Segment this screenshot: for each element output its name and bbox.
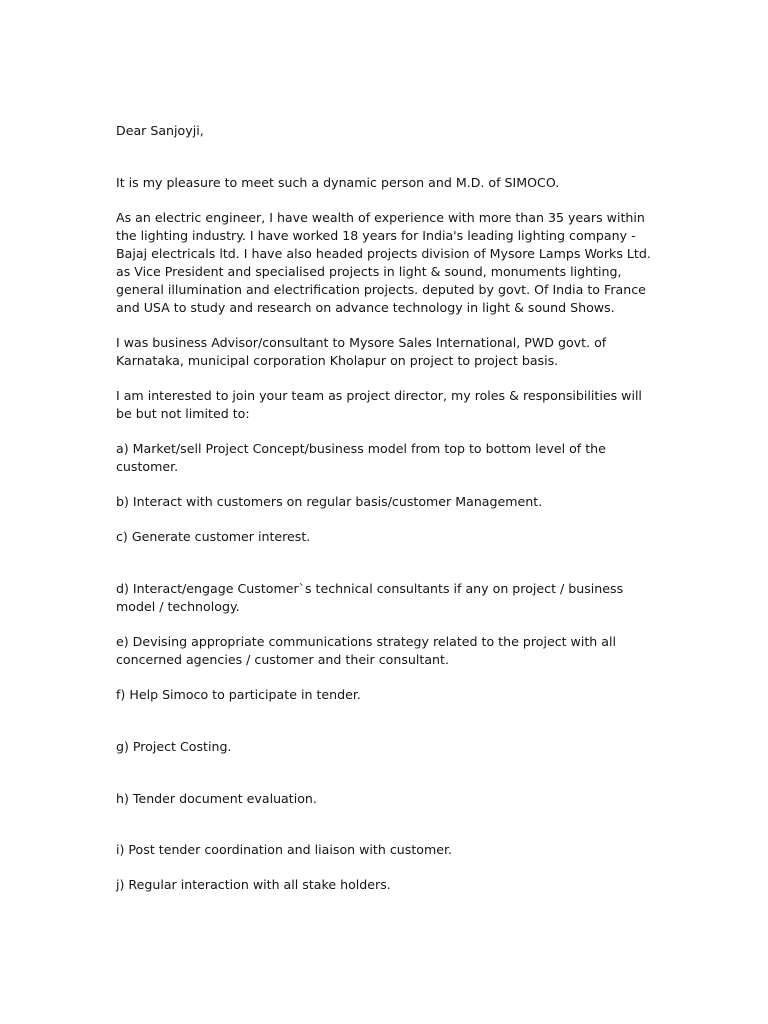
experience-line: as Vice President and specialised projects in light & sound, monuments lighting, [116, 264, 622, 279]
responsibility-item-a [116, 440, 656, 476]
experience-line: Bajaj electricals ltd. I have also headed projects division of Mysore Lamps Works Ltd. [116, 246, 651, 261]
item-d-line: model / technology. [116, 599, 240, 614]
advisor-line: I was business Advisor/consultant to Mysore Sales International, PWD govt. of [116, 335, 607, 350]
responsibility-item-b: b) Interact with customers on regular basis/customer Management. [116, 494, 543, 509]
responsibility-item-h: h) Tender document evaluation. [116, 791, 317, 806]
item-d-line: d) Interact/engage Customer`s technical consultants if any on project / business [116, 581, 624, 596]
responsibility-item-c: c) Generate customer interest. [116, 529, 311, 544]
item-e-line: e) Devising appropriate communications strategy related to the project with all [116, 634, 616, 649]
interest-line: be but not limited to: [116, 406, 250, 421]
responsibility-item-g: g) Project Costing. [116, 739, 232, 754]
interest-paragraph [116, 387, 656, 423]
item-e-line: concerned agencies / customer and their consultant. [116, 652, 449, 667]
responsibility-item-e [116, 633, 656, 669]
responsibility-item-d [116, 580, 656, 616]
responsibility-item-i: i) Post tender coordination and liaison with customer. [116, 842, 453, 857]
experience-line: general illumination and electrification projects. deputed by govt. Of India to France [116, 282, 646, 297]
letter-body [116, 122, 656, 894]
responsibility-item-f: f) Help Simoco to participate in tender. [116, 687, 361, 702]
salutation: Dear Sanjoyji, [116, 123, 204, 138]
intro-paragraph: It is my pleasure to meet such a dynamic person and M.D. of SIMOCO. [116, 175, 560, 190]
interest-line: I am interested to join your team as project director, my roles & responsibilities will [116, 388, 642, 403]
responsibility-item-j: j) Regular interaction with all stake holders. [116, 877, 391, 892]
item-a-line: a) Market/sell Project Concept/business model from top to bottom level of the [116, 441, 606, 456]
experience-line: and USA to study and research on advance technology in light & sound Shows. [116, 300, 615, 315]
advisor-line: Karnataka, municipal corporation Kholapur on project to project basis. [116, 353, 559, 368]
experience-paragraph [116, 209, 656, 317]
experience-line: the lighting industry. I have worked 18 years for India's leading lighting company - [116, 228, 636, 243]
experience-line: As an electric engineer, I have wealth of experience with more than 35 years within [116, 210, 645, 225]
item-a-line: customer. [116, 459, 179, 474]
advisor-paragraph [116, 334, 656, 370]
